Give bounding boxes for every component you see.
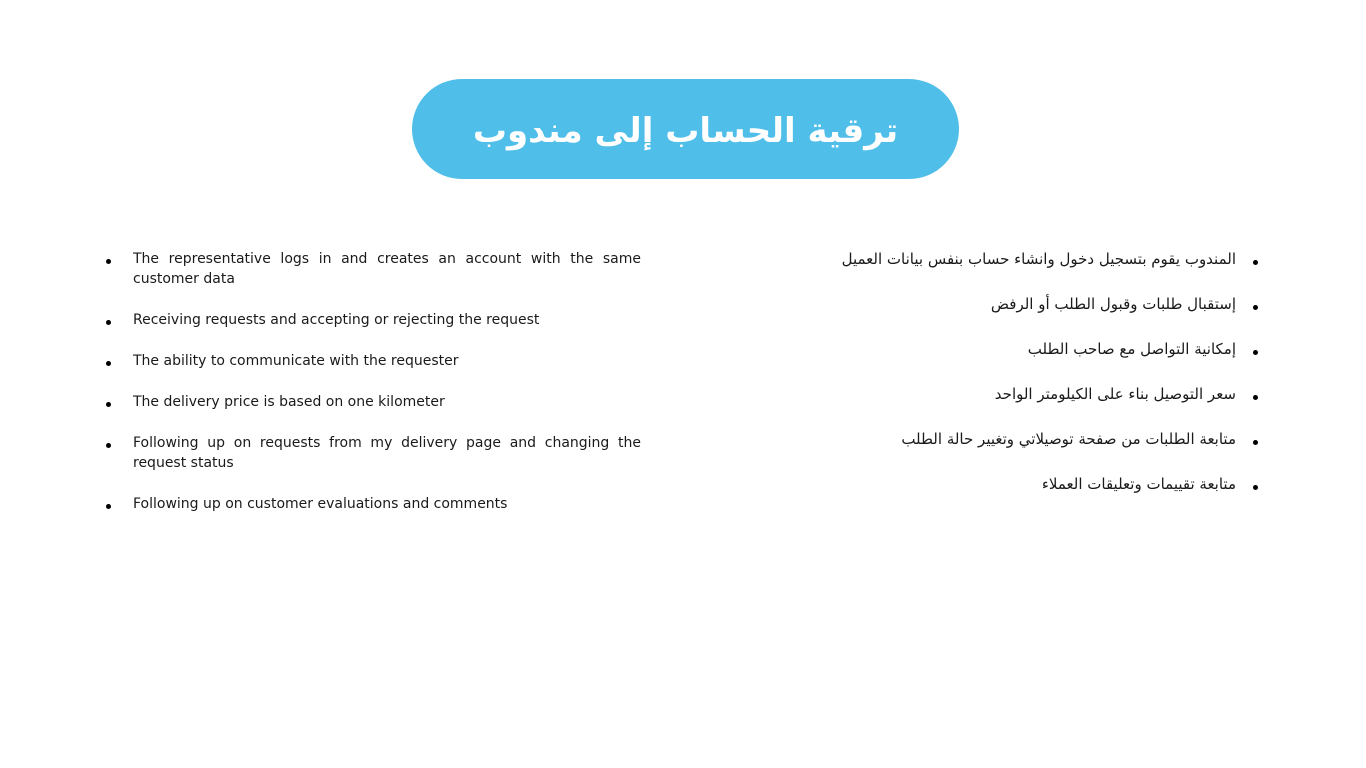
- list-item: [760, 383, 1260, 405]
- list-item: [760, 338, 1260, 360]
- list-item: [760, 428, 1260, 450]
- list-item-text: المندوب يقوم بتسجيل دخول وانشاء حساب بنفس بيانات العميل: [841, 250, 1236, 268]
- bullet-icon: [1253, 440, 1258, 445]
- list-item-text: متابعة الطلبات من صفحة توصيلاتي وتغيير حالة الطلب: [901, 430, 1236, 448]
- list-item: [106, 392, 641, 412]
- list-item: [106, 494, 641, 514]
- list-item: [106, 433, 641, 473]
- list-item-text: Following up on requests from my delivery page and changing the request status: [133, 435, 641, 471]
- bullet-icon: [106, 443, 111, 448]
- bullet-icon: [1253, 395, 1258, 400]
- list-item-text: متابعة تقييمات وتعليقات العملاء: [1041, 475, 1236, 493]
- list-item: [106, 249, 641, 289]
- list-item-text: Receiving requests and accepting or rejecting the request: [133, 312, 540, 328]
- list-item-text: The representative logs in and creates an account with the same customer data: [133, 251, 641, 287]
- arabic-feature-list: [760, 248, 1260, 518]
- list-item: [760, 293, 1260, 315]
- list-item-text: سعر التوصيل بناء على الكيلومتر الواحد: [994, 385, 1236, 403]
- bullet-icon: [1253, 350, 1258, 355]
- list-item-text: The ability to communicate with the requester: [133, 353, 459, 369]
- page-title: ترقية الحساب إلى مندوب: [472, 111, 899, 151]
- list-item: [760, 473, 1260, 495]
- bullet-icon: [106, 504, 111, 509]
- bullet-icon: [106, 259, 111, 264]
- bullet-icon: [1253, 485, 1258, 490]
- list-item: [760, 248, 1260, 270]
- list-item-text: إستقبال طلبات وقبول الطلب أو الرفض: [990, 295, 1236, 313]
- list-item: [106, 310, 641, 330]
- title-banner: [412, 79, 959, 179]
- bullet-icon: [106, 402, 111, 407]
- bullet-icon: [106, 361, 111, 366]
- list-item: [106, 351, 641, 371]
- bullet-icon: [1253, 305, 1258, 310]
- list-item-text: The delivery price is based on one kilometer: [133, 394, 445, 410]
- list-item-text: إمكانية التواصل مع صاحب الطلب: [1027, 340, 1236, 358]
- english-feature-list: [106, 249, 641, 535]
- bullet-icon: [1253, 260, 1258, 265]
- bullet-icon: [106, 320, 111, 325]
- list-item-text: Following up on customer evaluations and comments: [133, 496, 508, 512]
